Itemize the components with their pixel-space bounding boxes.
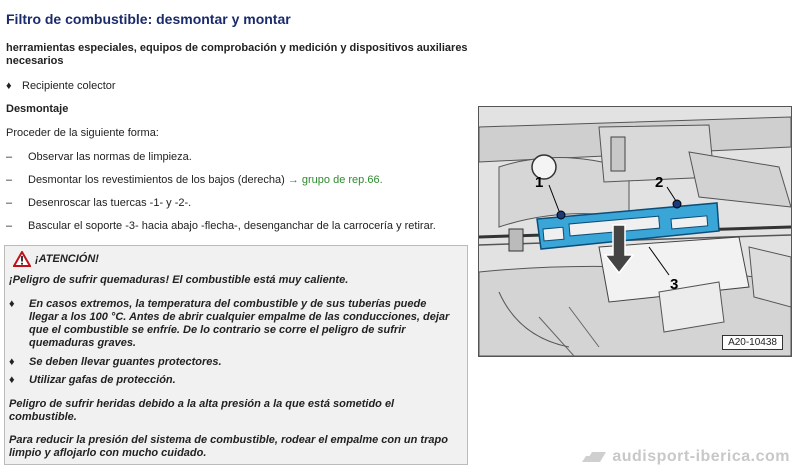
step-text: Bascular el soporte -3- hacia abajo -flecha-, desenganchar de la carrocería y retirar.	[28, 220, 436, 232]
tool-item	[6, 80, 116, 92]
warning-paragraph: Peligro de sufrir heridas debido a la alta presión a la que está sometido el combustible.	[9, 398, 395, 423]
dash-bullet-icon: –	[6, 197, 13, 209]
procedure-intro: Proceder de la siguiente forma:	[6, 127, 159, 139]
watermark-text: audisport-iberica.com	[612, 448, 790, 465]
section-title: Desmontaje	[6, 103, 69, 115]
warning-bullet-text: Se deben llevar guantes protectores.	[29, 356, 222, 368]
audisport-logo-icon	[582, 450, 608, 464]
step-item	[6, 197, 191, 209]
step-item	[6, 220, 436, 232]
step-text: Observar las normas de limpieza.	[28, 151, 192, 163]
warning-box	[4, 245, 468, 465]
step-text: Desmontar los revestimientos de los bajos (derecha)	[28, 174, 285, 186]
callout-2: 2	[655, 174, 664, 191]
dash-bullet-icon: –	[6, 174, 13, 186]
diamond-bullet-icon: ♦	[9, 374, 15, 386]
warning-heading	[13, 251, 99, 267]
dash-bullet-icon: –	[6, 151, 13, 163]
technical-figure	[478, 106, 792, 357]
step-item	[6, 151, 192, 163]
dash-bullet-icon: –	[6, 220, 13, 232]
warning-triangle-icon	[13, 251, 31, 267]
repair-group-link[interactable]: → grupo de rep.66.	[287, 174, 383, 186]
diamond-bullet-icon: ♦	[6, 80, 12, 92]
step-text: Desenroscar las tuercas -1- y -2-.	[28, 197, 192, 209]
warning-bullet	[9, 298, 459, 350]
warning-paragraph: Para reducir la presión del sistema de combustible, rodear el empalme con un trapo limpio y aflojarlo con mucho cuidado.	[9, 434, 448, 459]
warning-lead: ¡Peligro de sufrir quemaduras! El combustible está muy caliente.	[9, 274, 349, 286]
page-title: Filtro de combustible: desmontar y montar	[6, 11, 291, 27]
warning-bullet	[9, 356, 459, 369]
callout-1: 1	[535, 174, 544, 191]
warning-title: ¡ATENCIÓN!	[35, 252, 99, 265]
warning-bullet-text: Utilizar gafas de protección.	[29, 374, 176, 386]
warning-bullet	[9, 374, 459, 387]
diamond-bullet-icon: ♦	[9, 298, 15, 310]
underbody-illustration	[479, 107, 791, 356]
warning-bullet-text: En casos extremos, la temperatura del combustible y de sus tuberías puede llegar a los 100 °C. Antes de abrir cualquier empalme de las conducciones, dejar que el combustible se enfríe. De lo contrario se corre el peligro de sufrir quemaduras graves.	[29, 298, 450, 349]
watermark	[582, 448, 790, 466]
callout-3: 3	[670, 276, 679, 293]
figure-id: A20-10438	[722, 335, 783, 350]
diamond-bullet-icon: ♦	[9, 356, 15, 368]
tools-header: herramientas especiales, equipos de comprobación y medición y dispositivos auxiliares necesarios	[6, 42, 468, 67]
tool-item-label: Recipiente colector	[22, 80, 116, 92]
step-item	[6, 174, 383, 186]
